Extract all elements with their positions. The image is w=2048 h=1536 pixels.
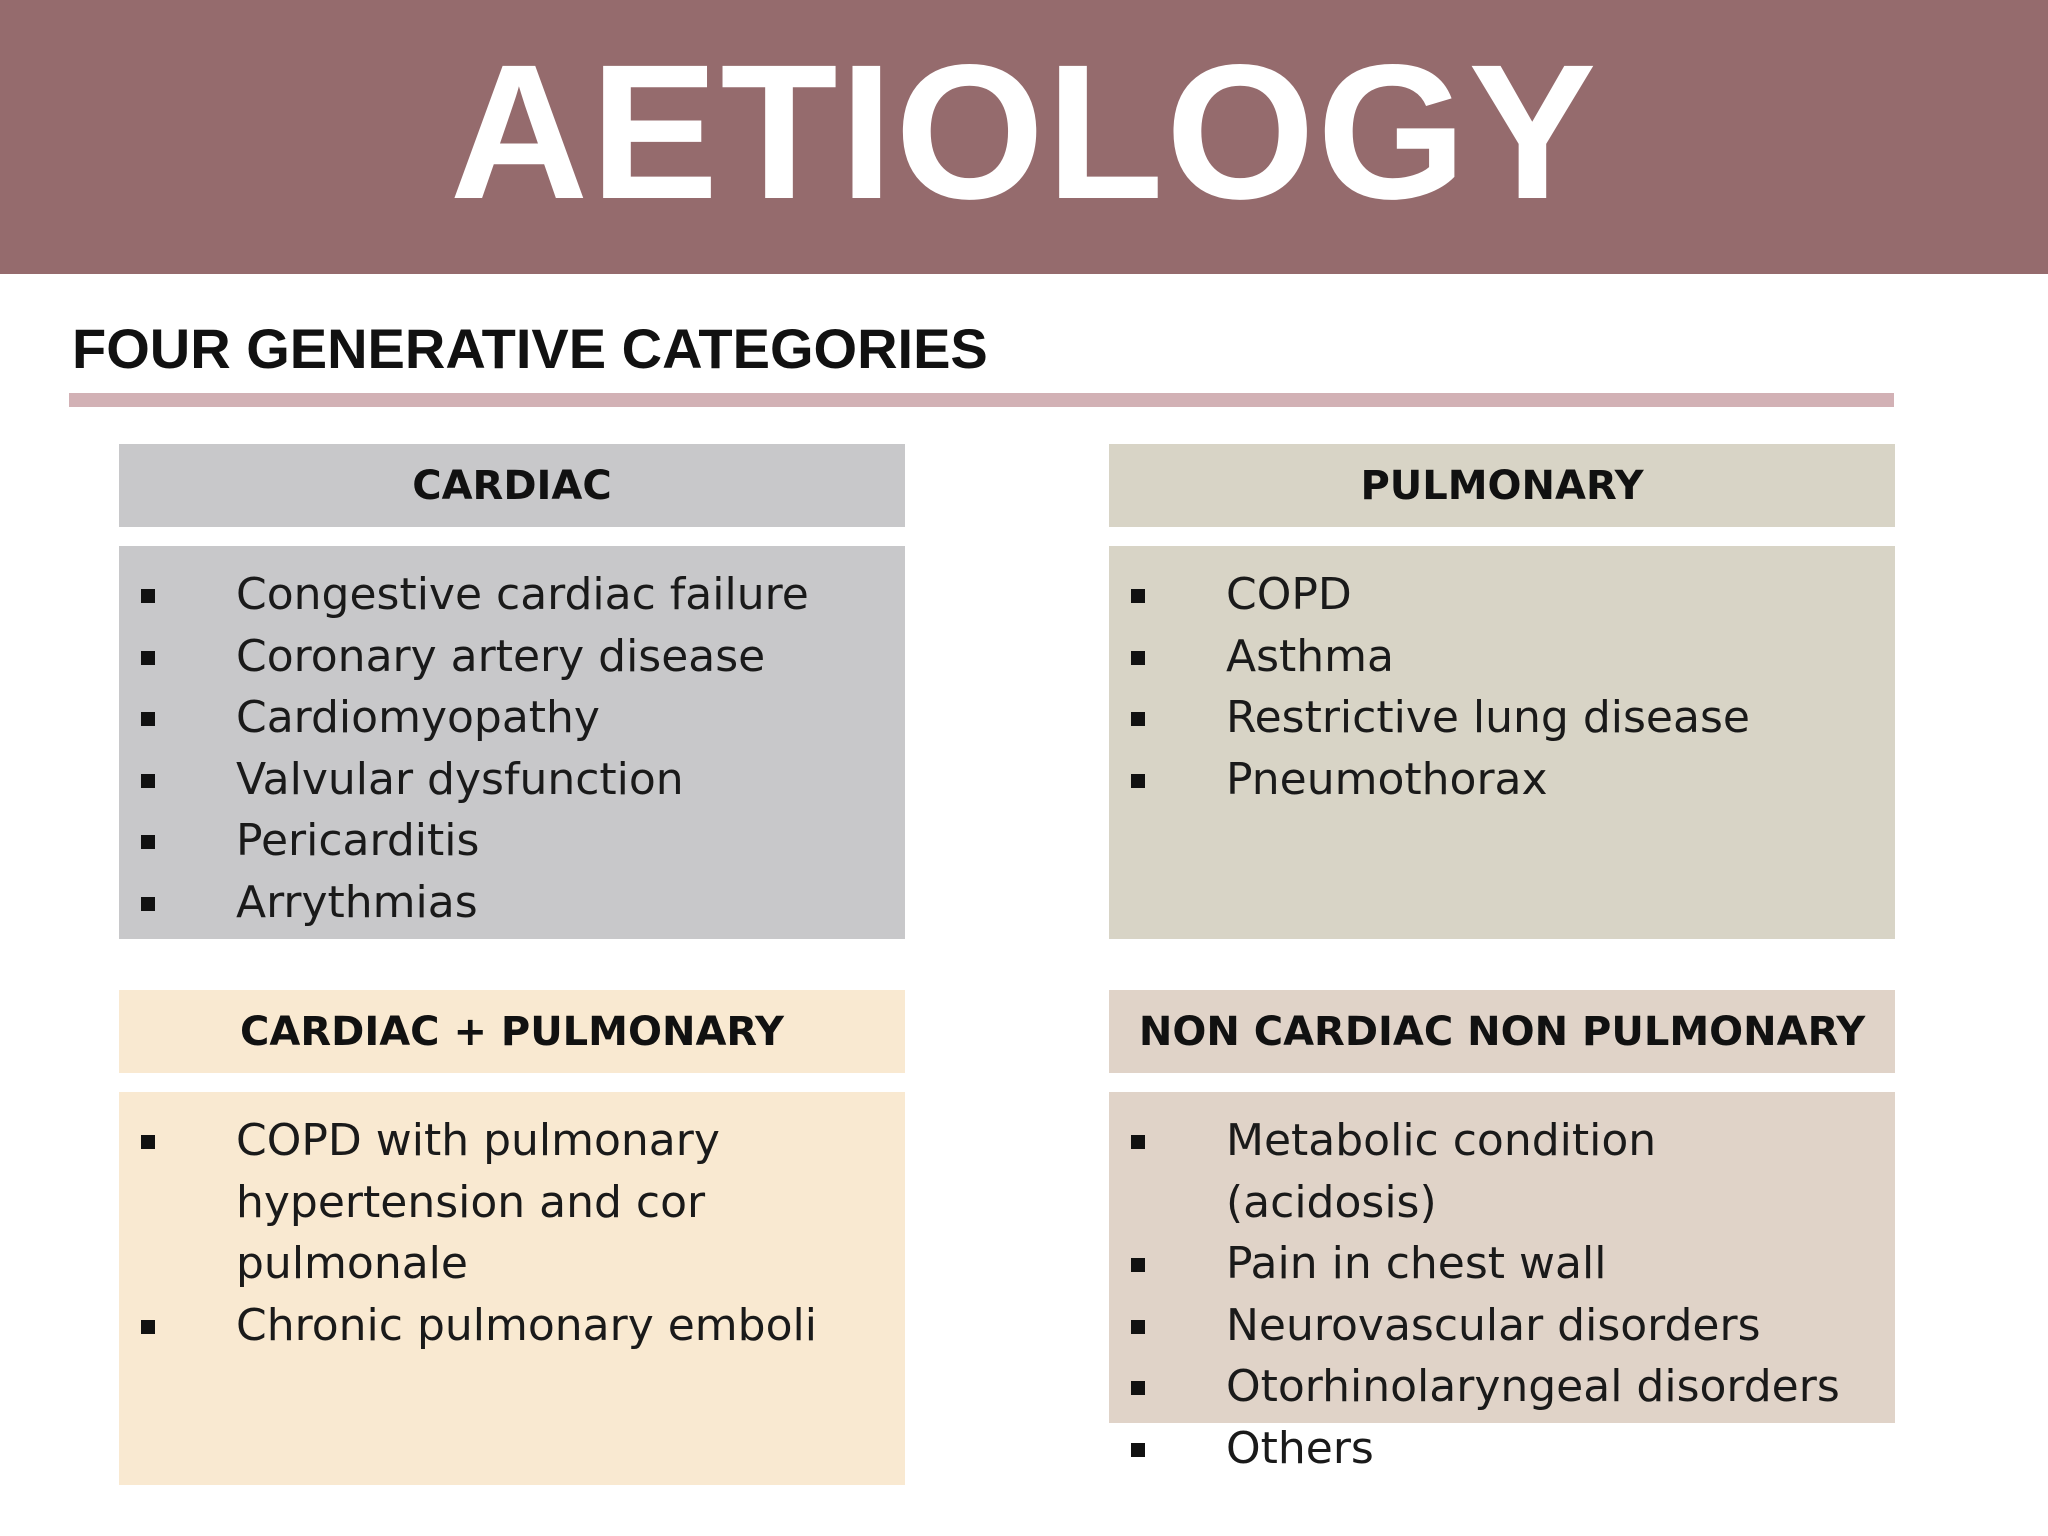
list-item (1131, 626, 1875, 688)
square-bullet-icon (1131, 1381, 1145, 1395)
list-item (1131, 1418, 1875, 1480)
list-item (1131, 564, 1875, 626)
square-bullet-icon (141, 897, 155, 911)
list-item (141, 749, 885, 811)
square-bullet-icon (141, 835, 155, 849)
square-bullet-icon (1131, 1258, 1145, 1272)
square-bullet-icon (141, 589, 155, 603)
list-item-text: Pneumothorax (1226, 753, 1548, 805)
section-subtitle: FOUR GENERATIVE CATEGORIES (72, 317, 988, 380)
square-bullet-icon (1131, 774, 1145, 788)
list-item-text: Congestive cardiac failure (236, 569, 809, 620)
square-bullet-icon (1131, 712, 1145, 726)
list-item (1131, 1110, 1875, 1233)
cardiac-pulmonary-panel (119, 1092, 905, 1485)
non-cardiac-non-pulmonary-list (1131, 1110, 1875, 1479)
list-item-text: Metabolic condition (acidosis) (1226, 1115, 1657, 1228)
cardiac-heading: CARDIAC (119, 444, 905, 527)
list-item (1131, 749, 1875, 811)
list-item-text: Arrythmias (236, 876, 478, 928)
cardiac-panel (119, 546, 905, 939)
list-item-text: Pain in chest wall (1226, 1238, 1607, 1289)
square-bullet-icon (1131, 589, 1145, 603)
pulmonary-panel (1109, 546, 1895, 939)
list-item (1131, 687, 1875, 749)
list-item-text: Pericarditis (236, 815, 480, 866)
list-item (141, 626, 885, 688)
square-bullet-icon (141, 1135, 155, 1149)
list-item-text: Neurovascular disorders (1226, 1299, 1761, 1351)
square-bullet-icon (1131, 651, 1145, 665)
list-item-text: Valvular dysfunction (236, 753, 684, 805)
list-item (1131, 1295, 1875, 1357)
cardiac-list (141, 564, 885, 933)
cardiac-pulmonary-heading: CARDIAC + PULMONARY (119, 990, 905, 1073)
subtitle-underline (69, 393, 1894, 407)
list-item (141, 564, 885, 626)
square-bullet-icon (1131, 1135, 1145, 1149)
list-item (141, 687, 885, 749)
list-item-text: Cardiomyopathy (236, 692, 600, 743)
square-bullet-icon (141, 774, 155, 788)
square-bullet-icon (141, 1320, 155, 1334)
pulmonary-heading: PULMONARY (1109, 444, 1895, 527)
square-bullet-icon (1131, 1443, 1145, 1457)
list-item (141, 1295, 885, 1357)
list-item-text: Restrictive lung disease (1226, 692, 1750, 743)
list-item-text: COPD with pulmonary hypertension and cor pulmonale (236, 1115, 720, 1289)
list-item (1131, 1356, 1875, 1418)
list-item (1131, 1233, 1875, 1295)
square-bullet-icon (1131, 1320, 1145, 1334)
list-item-text: Chronic pulmonary emboli (236, 1299, 817, 1351)
square-bullet-icon (141, 651, 155, 665)
list-item-text: COPD (1226, 569, 1352, 620)
square-bullet-icon (141, 712, 155, 726)
list-item (141, 872, 885, 934)
cardiac-pulmonary-list (141, 1110, 885, 1356)
list-item-text: Coronary artery disease (236, 630, 766, 682)
list-item-text: Others (1226, 1422, 1374, 1474)
title-banner (0, 0, 2048, 274)
non-cardiac-non-pulmonary-panel (1109, 1092, 1895, 1474)
non-cardiac-non-pulmonary-heading: NON CARDIAC NON PULMONARY (1109, 990, 1895, 1073)
list-item-text: Otorhinolaryngeal disorders (1226, 1361, 1840, 1412)
page-title: AETIOLOGY (449, 24, 1599, 239)
pulmonary-list (1131, 564, 1875, 810)
list-item-text: Asthma (1226, 630, 1394, 682)
list-item (141, 1110, 885, 1295)
list-item (141, 810, 885, 872)
